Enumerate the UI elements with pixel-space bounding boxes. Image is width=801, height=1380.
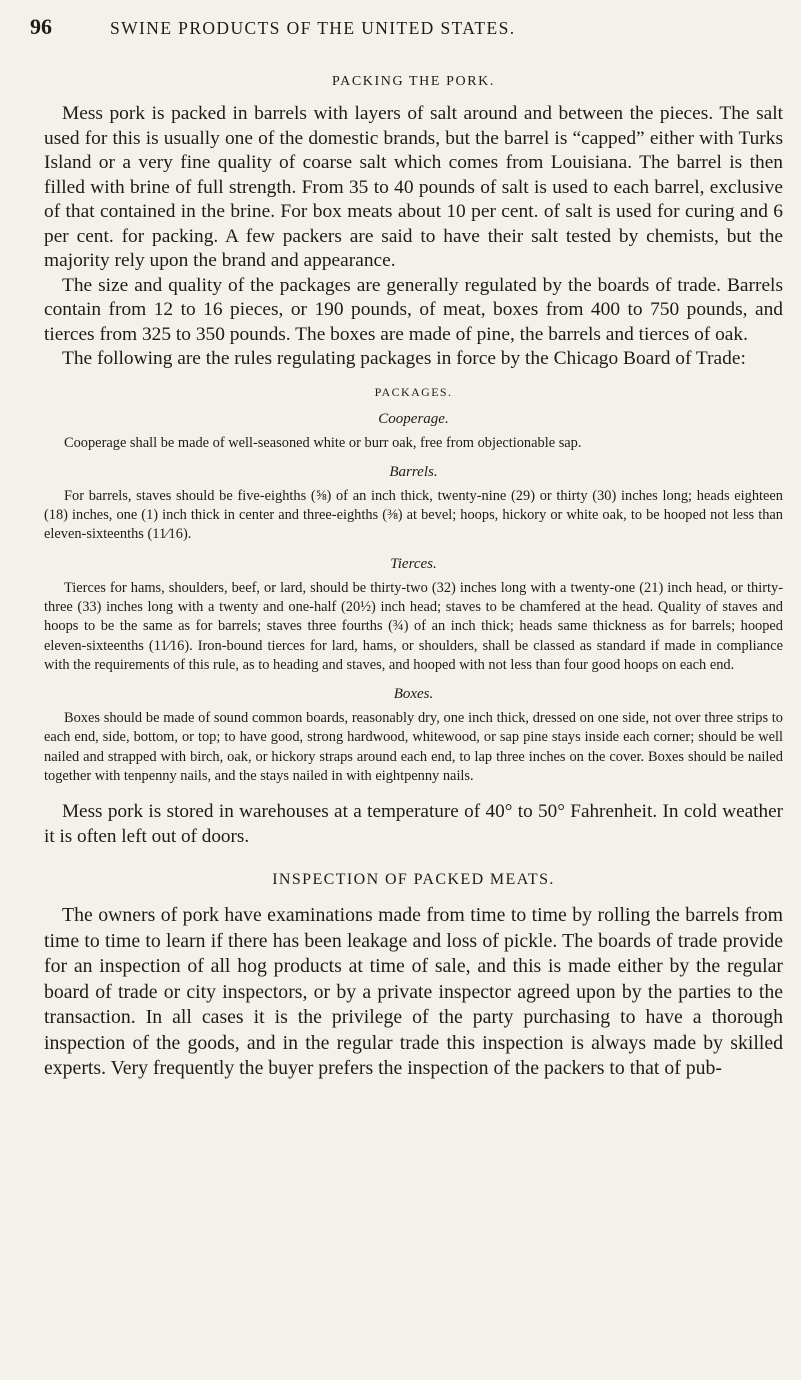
running-head [30,14,783,48]
subheading-boxes: Boxes. [393,686,434,703]
paragraph-salt-packing: Mess pork is packed in barrels with layers of salt around and between the pieces. The salt used for this is usually one of the domestic brands, but the barrel is “capped” either with Turks Island or a very fine quality of coarse salt which comes from Louisiana. The barrel is then filled with brine of full strength. From 35 to 40 pounds of salt is used to each barrel, exclusive of that contained in the brine. For box meats about 10 per cent. of salt is used for curing and 6 per cent. for packing. A few packers are said to have their salt tested by chemists, but the majority rely upon the brand and appearance. [44,103,783,271]
section-heading-packing: PACKING THE PORK. [332,74,495,89]
paragraph-package-sizes: The size and quality of the packages are generally regulated by the boards of trade. Barrels contain from 12 to 16 pieces, or 190 pounds, of meat, boxes from 400 to 750 pounds, and tierces from 325 to 350 pounds. The boxes are made of pine, the barrels and tierces of oak. [44,274,783,345]
subheading-cooperage: Cooperage. [378,410,449,427]
section-heading-inspection: INSPECTION OF PACKED MEATS. [272,871,555,889]
rule-tierces: Tierces for hams, shoulders, beef, or lard, should be thirty-two (32) inches long with a twenty-one (21) inch head, or thirty-three (33) inches long with a twenty and one-half (20½) inch head; staves to be chamfered at the head. Quality of staves and hoops to be the same as for barrels; staves three fourths (¾) of an inch thick; heads same thickness as for barrels; hooped eleven-sixteenths (11⁄16). Iron-bound tierces for lard, hams, or shoulders, shall be classed as standard if made in compliance with the requirements of this rule, as to heading and staves, and hooped with not less than four good hoops on each end. [44,579,783,673]
rule-barrels: For barrels, staves should be five-eighths (⅝) of an inch thick, twenty-nine (29) or thirty (30) inches long; heads eighteen (18) inches, one (1) inch thick in center and three-eighths (⅜) at bevel; hoops, hickory or white oak, to be hooped not less than eleven-sixteenths (11⁄16). [44,487,783,543]
paragraph-board-of-trade-rules: The following are the rules regulating packages in force by the Chicago Board of Trade: [62,348,746,369]
rule-boxes: Boxes should be made of sound common boards, reasonably dry, one inch thick, dressed on one side, not over three strips to each end, side, bottom, or top; to have good, strong hardwood, whitewood, or sap pine stays inside each corner; should be well nailed and strapped with birch, oak, or hickory straps around each end, to lap three inches on the cover. Boxes should be nailed together with tenpenny nails, and the stays nailed in with eightpenny nails. [44,710,783,785]
page-number: 96 [30,14,52,39]
rule-cooperage: Cooperage shall be made of well-seasoned white or burr oak, free from objectionable sap. [64,434,582,451]
running-title: SWINE PRODUCTS OF THE UNITED STATES. [110,18,516,38]
subheading-barrels: Barrels. [389,463,438,480]
paragraph-storage: Mess pork is stored in warehouses at a temperature of 40° to 50° Fahrenheit. In cold weather it is often left out of doors. [44,801,783,847]
subheading-tierces: Tierces. [390,555,437,572]
packages-heading: PACKAGES. [374,384,453,399]
paragraph-inspection: The owners of pork have examinations made from time to time by rolling the barrels from time to time to learn if there has been leakage and loss of pickle. The boards of trade provide for an inspection of all hog products at time of sale, and this is made either by the regular board of trade or city inspectors, or by a private inspector agreed upon by the parties to the transaction. In all cases it is the privilege of the party purchasing to have a thorough inspection of the goods, and in the regular trade this inspection is always made by skilled experts. Very frequently the buyer prefers the inspection of the packers to that of pub- [44,904,783,1080]
